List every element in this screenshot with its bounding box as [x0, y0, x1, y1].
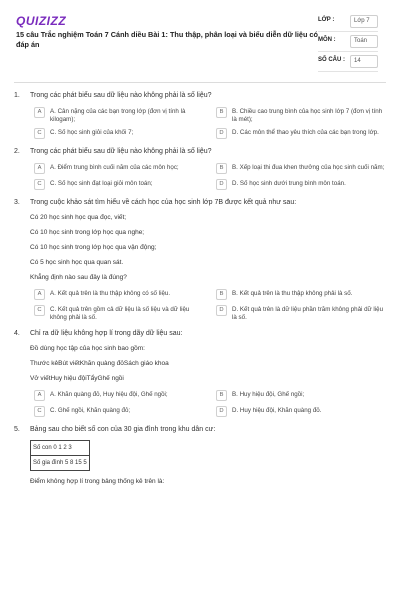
question-2	[14, 147, 386, 190]
option-letter-box: D	[216, 406, 227, 417]
option-text: A. Điểm trung bình cuối năm của các môn học;	[50, 164, 179, 171]
answer-options	[34, 390, 386, 417]
meta-subject-row	[318, 32, 378, 52]
option-letter-box: C	[34, 128, 45, 139]
question-text: Trong các phát biểu sau dữ liệu nào không phải là số liệu?	[30, 148, 212, 155]
worksheet-header	[14, 12, 386, 76]
option-letter-box: C	[34, 406, 45, 417]
option-text: B. Chiều cao trung bình của học sinh lớp 7 (đơn vị tính là mét);	[232, 108, 383, 123]
question-number: 3.	[14, 199, 20, 206]
meta-label: SỐ CÂU :	[318, 57, 345, 63]
option-letter-box: A	[34, 163, 45, 174]
question-text: Chỉ ra dữ liệu không hợp lí trong dãy dữ liệu sau:	[30, 330, 183, 337]
option-text: D. Huy hiệu đội, Khăn quàng đỏ.	[232, 407, 322, 414]
option-a[interactable]	[34, 107, 204, 123]
option-c[interactable]	[34, 406, 204, 417]
header-divider	[14, 82, 386, 83]
children-count-table	[30, 440, 90, 471]
option-text: B. Huy hiệu đội, Ghế ngồi;	[232, 391, 305, 398]
option-text: C. Số học sinh đạt loại giỏi môn toán;	[50, 180, 153, 187]
question-4	[14, 329, 386, 417]
option-d[interactable]	[216, 305, 386, 321]
option-letter-box: B	[216, 390, 227, 401]
option-text: A. Cân nặng của các bạn trong lớp (đơn vị tính là kilogam);	[50, 108, 186, 123]
option-a[interactable]	[34, 390, 204, 401]
meta-count-row	[318, 52, 378, 72]
table-row-text: Số gia đình 5 8 15 5	[33, 460, 87, 466]
option-letter-box: C	[34, 305, 45, 316]
table-row	[31, 455, 89, 470]
question-body-line: Có 10 học sinh trong lớp học qua nghe;	[30, 229, 145, 236]
quizizz-logo: QUIZIZZ	[16, 14, 67, 28]
meta-class-row	[318, 12, 378, 32]
answer-options	[34, 289, 386, 321]
question-number: 1.	[14, 92, 20, 99]
option-text: B. Kết quả trên là thu thập không phải là số.	[232, 290, 353, 297]
option-text: A. Khăn quàng đỏ, Huy hiệu đội, Ghế ngồi;	[50, 391, 168, 398]
option-b[interactable]	[216, 163, 386, 174]
question-1	[14, 91, 386, 139]
meta-count-value: 14	[350, 55, 378, 68]
question-body-line: Có 10 học sinh trong lớp học qua vận động;	[30, 244, 157, 251]
table-row-text: Số con 0 1 2 3	[33, 445, 72, 451]
worksheet-meta	[318, 12, 378, 72]
option-d[interactable]	[216, 406, 386, 417]
option-b[interactable]	[216, 390, 386, 401]
option-b[interactable]	[216, 107, 386, 123]
option-text: D. Các môn thể thao yêu thích của các bạn trong lớp.	[232, 129, 379, 136]
option-letter-box: A	[34, 289, 45, 300]
question-body-line: Có 5 học sinh học qua quan sát.	[30, 259, 124, 266]
option-letter-box: C	[34, 179, 45, 190]
question-text: Trong các phát biểu sau dữ liệu nào không phải là số liệu?	[30, 92, 212, 99]
option-c[interactable]	[34, 305, 204, 321]
meta-label: MÔN :	[318, 37, 336, 43]
option-letter-box: B	[216, 289, 227, 300]
option-letter-box: D	[216, 305, 227, 316]
question-body-line: Thước kẻBút viếtKhăn quàng đỏSách giáo khoa	[30, 360, 169, 367]
question-text: Bảng sau cho biết số con của 30 gia đình trong khu dân cư:	[30, 426, 216, 433]
answer-options	[34, 163, 386, 190]
meta-label: LỚP :	[318, 17, 335, 23]
option-text: D. Số học sinh dưới trung bình môn toán.	[232, 180, 346, 187]
question-text: Trong cuộc khảo sát tìm hiểu về cách học của học sinh lớp 7B được kết quả như sau:	[30, 199, 297, 206]
question-body-line: Vở viếtHuy hiệu độiTẩyGhế ngồi	[30, 375, 124, 382]
meta-subject-value: Toán	[350, 35, 378, 48]
question-number: 2.	[14, 148, 20, 155]
option-b[interactable]	[216, 289, 386, 300]
question-number: 5.	[14, 426, 20, 433]
option-letter-box: A	[34, 107, 45, 118]
option-d[interactable]	[216, 128, 386, 139]
option-letter-box: A	[34, 390, 45, 401]
meta-class-value: Lớp 7	[350, 15, 378, 28]
option-letter-box: B	[216, 163, 227, 174]
question-body-line: Khẳng định nào sau đây là đúng?	[30, 274, 127, 281]
question-5	[14, 425, 386, 486]
question-body-line: Đồ dùng học tập của học sinh bao gồm:	[30, 345, 145, 352]
worksheet-title: 15 câu Trắc nghiệm Toán 7 Cánh diều Bài 1: Thu thập, phân loại và biểu diễn dữ liệu có đáp án	[16, 30, 318, 49]
question-3	[14, 198, 386, 321]
question-followup-text: Điểm không hợp lí trong bảng thống kê trên là:	[30, 478, 165, 485]
option-text: D. Kết quả trên là dữ liệu phần trăm không phải dữ liệu là số.	[232, 306, 384, 321]
question-body-line: Có 20 học sinh học qua đọc, viết;	[30, 214, 127, 221]
question-number: 4.	[14, 330, 20, 337]
option-text: C. Số học sinh giỏi của khối 7;	[50, 129, 134, 136]
option-letter-box: D	[216, 128, 227, 139]
table-row	[31, 441, 89, 455]
option-a[interactable]	[34, 163, 204, 174]
option-c[interactable]	[34, 128, 204, 139]
answer-options	[34, 107, 386, 139]
option-a[interactable]	[34, 289, 204, 300]
option-text: C. Kết quả trên gồm cả dữ liệu là số liệu và dữ liệu không phải là số.	[50, 306, 190, 321]
option-c[interactable]	[34, 179, 204, 190]
option-letter-box: B	[216, 107, 227, 118]
option-d[interactable]	[216, 179, 386, 190]
option-text: A. Kết quả trên là thu thập không có số liệu.	[50, 290, 171, 297]
option-text: B. Xếp loại thi đua khen thưởng của học sinh cuối năm;	[232, 164, 385, 171]
option-letter-box: D	[216, 179, 227, 190]
option-text: C. Ghế ngồi, Khăn quàng đỏ;	[50, 407, 131, 414]
